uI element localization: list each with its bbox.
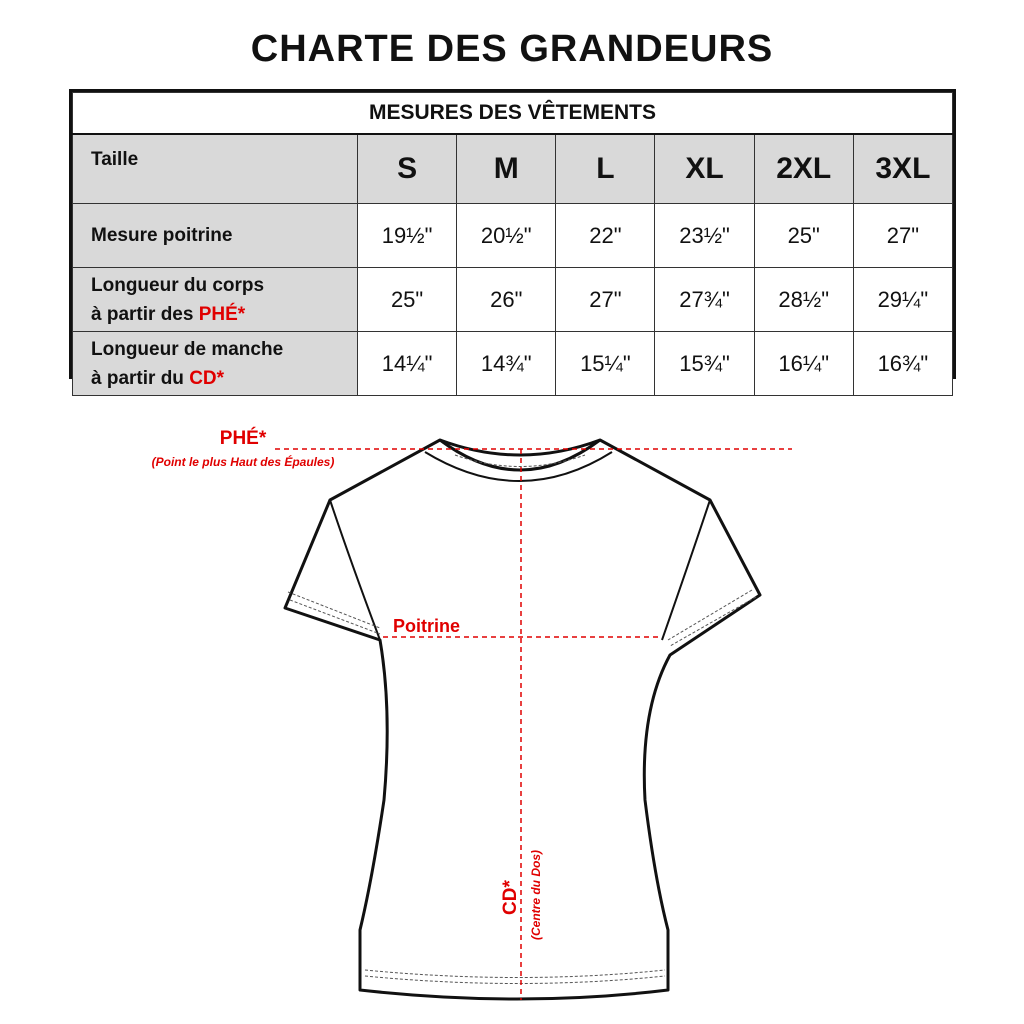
- table-cell: 26": [457, 268, 556, 332]
- size-header-3xl: 3XL: [853, 134, 952, 204]
- table-cell: 15¾": [655, 332, 754, 396]
- size-header-row: [73, 134, 953, 204]
- chest-label: Poitrine: [393, 616, 461, 636]
- table-row-body-length: [73, 268, 953, 332]
- row-label-text: Longueur de manche: [91, 338, 284, 360]
- table-cell: 28½": [754, 268, 853, 332]
- row-label-chest: [73, 204, 358, 268]
- table-section-title: MESURES DES VÊTEMENTS: [73, 93, 953, 135]
- row-label-text: à partir des: [91, 303, 199, 325]
- table-row-sleeve-length: [73, 332, 953, 396]
- row-label-text: Mesure poitrine: [91, 225, 233, 246]
- table-cell: 27": [853, 204, 952, 268]
- table-cell: 16¾": [853, 332, 952, 396]
- table-cell: 22": [556, 204, 655, 268]
- table-cell: 16¼": [754, 332, 853, 396]
- table-cell: 27¾": [655, 268, 754, 332]
- table-cell: 23½": [655, 204, 754, 268]
- table-cell: 14¼": [358, 332, 457, 396]
- size-header-l: L: [556, 134, 655, 204]
- tshirt-outline-icon: [285, 440, 760, 999]
- table-cell: 25": [358, 268, 457, 332]
- table-cell: 27": [556, 268, 655, 332]
- cd-caption: (Centre du Dos): [529, 850, 543, 940]
- row-label-body-length: [73, 268, 358, 332]
- row-label-text: Longueur du corps: [91, 274, 265, 296]
- size-header-xl: XL: [655, 134, 754, 204]
- size-header-label: Taille: [73, 134, 358, 204]
- page-title: CHARTE DES GRANDEURS: [250, 28, 774, 70]
- tshirt-measurement-diagram: [0, 390, 1024, 1024]
- row-label-accent: CD*: [189, 367, 225, 389]
- table-cell: 19½": [358, 204, 457, 268]
- table-cell: 25": [754, 204, 853, 268]
- table-cell: 15¼": [556, 332, 655, 396]
- phe-label: PHÉ*: [219, 428, 267, 449]
- size-header-2xl: 2XL: [754, 134, 853, 204]
- table-cell: 14¾": [457, 332, 556, 396]
- size-chart-table: [69, 89, 956, 389]
- phe-caption: (Point le plus Haut des Épaules): [151, 455, 335, 469]
- table-cell: 29¼": [853, 268, 952, 332]
- row-label-sleeve-length: [73, 332, 358, 396]
- row-label-text: à partir du: [91, 367, 190, 389]
- cd-label: CD*: [500, 880, 521, 915]
- size-header-m: M: [457, 134, 556, 204]
- table-row-chest: [73, 204, 953, 268]
- row-label-accent: PHÉ*: [198, 303, 246, 325]
- table-cell: 20½": [457, 204, 556, 268]
- size-header-s: S: [358, 134, 457, 204]
